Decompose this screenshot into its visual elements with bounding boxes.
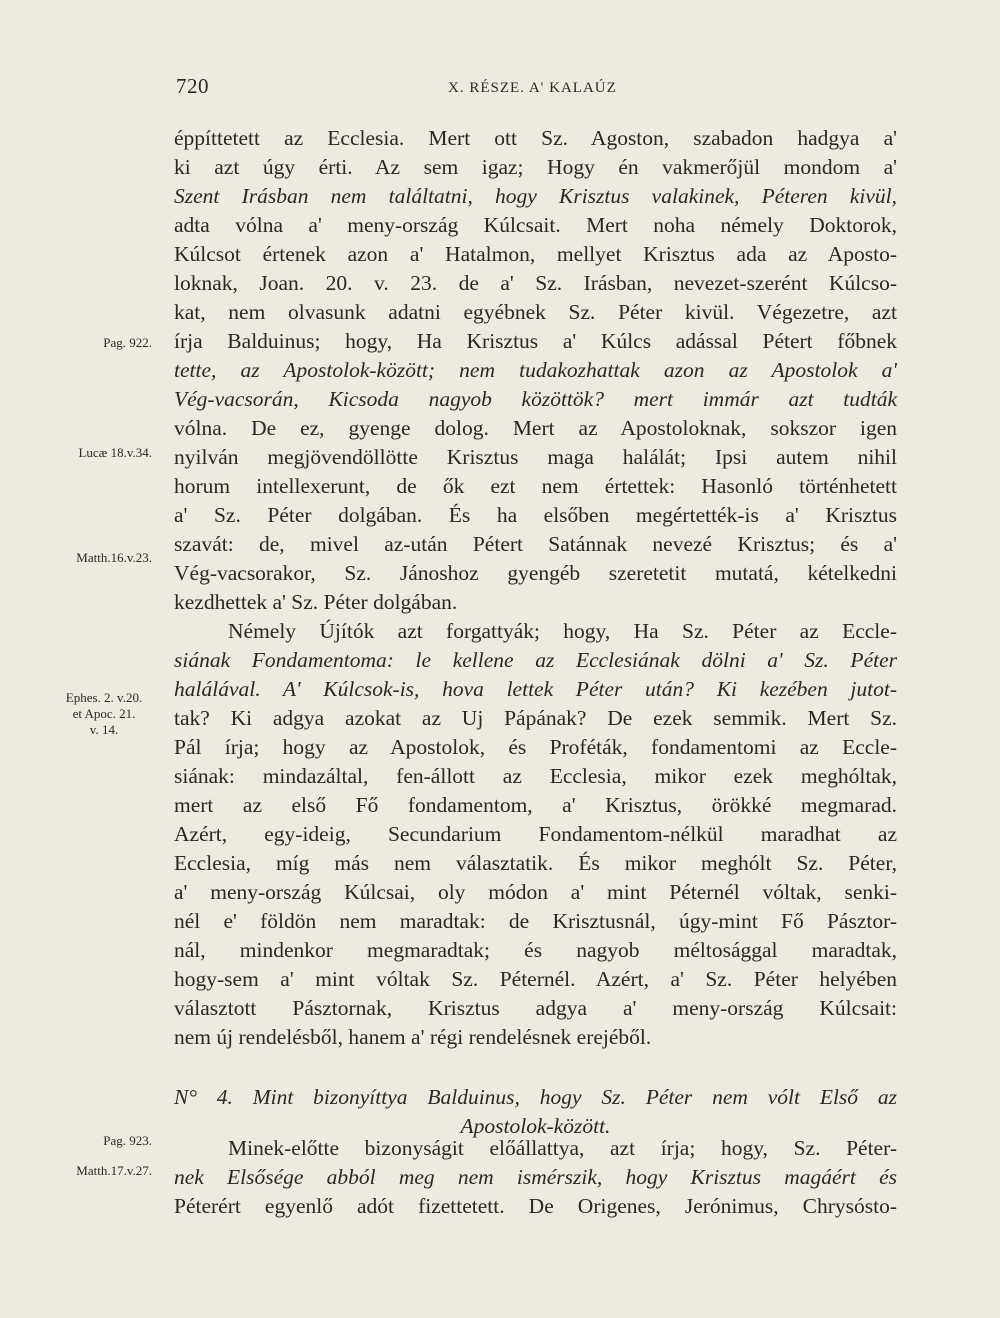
text-line: nek Elsősége abból meg nem ismérszik, hogy Krisztus magáért és (174, 1165, 897, 1189)
margin-note-line: et Apoc. 21. (72, 706, 136, 721)
text-line: kat, nem olvasunk adatni egyébnek Sz. Péter kivül. Végezetre, azt (174, 300, 897, 324)
text-line: nél e' földön nem maradtak: de Krisztusnál, úgy-mint Fő Pásztor- (174, 909, 897, 933)
text-line: Ecclesia, míg más nem választatik. És mikor meghólt Sz. Péter, (174, 851, 897, 875)
text-line: vólna. De ez, gyenge dolog. Mert az Apostoloknak, sokszor igen (174, 416, 897, 440)
text-line: adta vólna a' meny-ország Kúlcsait. Mert noha némely Doktorok, (174, 213, 897, 237)
text-line: Vég-vacsorakor, Sz. Jánoshoz gyengéb szeretetit mutatá, kételkedni (174, 561, 897, 585)
margin-note: Pag. 923. (103, 1133, 152, 1148)
text-line: éppíttetett az Ecclesia. Mert ott Sz. Agoston, szabadon hadgya a' (174, 126, 897, 150)
text-line: a' Sz. Péter dolgában. És ha elsőben megértették-is a' Krisztus (174, 503, 897, 527)
margin-note: Matth.16.v.23. (76, 550, 152, 565)
text-line: kezdhettek a' Sz. Péter dolgában. (174, 590, 458, 614)
text-line: horum intellexerunt, de ők ezt nem értettek: Hasonló történhetett (174, 474, 897, 498)
text-line: szavát: de, mivel az-után Pétert Satánnak nevezé Krisztus; és a' (174, 532, 897, 556)
text-line: Pál írja; hogy az Apostolok, és Proféták, fondamentomi az Eccle- (174, 735, 897, 759)
text-line: ki azt úgy érti. Az sem igaz; Hogy én vakmerőjül mondom a' (174, 155, 897, 179)
margin-note: Matth.17.v.27. (76, 1163, 152, 1178)
text-line: Azért, egy-ideig, Secundarium Fondamentom-nélkül maradhat az (174, 822, 897, 846)
text-line: hogy-sem a' mint vóltak Sz. Péternél. Azért, a' Sz. Péter helyében (174, 967, 897, 991)
margin-note-line: Ephes. 2. v.20. (65, 690, 143, 705)
text-line: Péterért egyenlő adót fizettetett. De Origenes, Jerónimus, Chrysósto- (174, 1194, 897, 1218)
margin-note-ephes (44, 690, 164, 738)
text-line: a' meny-ország Kúlcsai, oly módon a' mint Péternél vóltak, senki- (174, 880, 897, 904)
text-line: Minek-előtte bizonyságit előállattya, azt írja; hogy, Sz. Péter- (228, 1136, 897, 1160)
running-title: X. RÉSZE. A' KALAÚZ (448, 80, 617, 96)
text-line: választott Pásztornak, Krisztus adgya a' meny-ország Kúlcsait: (174, 996, 897, 1020)
text-line: nál, mindenkor megmaradtak; és nagyob méltosággal maradtak, (174, 938, 897, 962)
section-heading-line: N° 4. Mint bizonyíttya Balduinus, hogy Sz. Péter nem vólt Első az (174, 1085, 897, 1109)
margin-note: Pag. 922. (103, 335, 152, 350)
text-line: Kúlcsot értenek azon a' Hatalmon, mellyet Krisztus ada az Aposto- (174, 242, 897, 266)
text-line: nem új rendelésből, hanem a' régi rendelésnek erejéből. (174, 1025, 652, 1049)
text-line: loknak, Joan. 20. v. 23. de a' Sz. Irásban, nevezet-szerént Kúlcso- (174, 271, 897, 295)
page-number: 720 (176, 74, 209, 98)
margin-note-line: v. 14. (89, 722, 119, 737)
text-line: Szent Irásban nem találtatni, hogy Krisztus valakinek, Péteren kivül, (174, 184, 897, 208)
text-line: tette, az Apostolok-között; nem tudakozhattak azon az Apostolok a' (174, 358, 897, 382)
text-line: Némely Újítók azt forgattyák; hogy, Ha Sz. Péter az Eccle- (228, 619, 897, 643)
text-line: tak? Ki adgya azokat az Uj Pápának? De ezek semmik. Mert Sz. (174, 706, 897, 730)
text-line: Vég-vacsorán, Kicsoda nagyob közöttök? mert immár azt tudták (174, 387, 897, 411)
text-line: siának Fondamentoma: le kellene az Ecclesiának dölni a' Sz. Péter (174, 648, 897, 672)
section-heading-line: Apostolok-között. (460, 1114, 611, 1138)
text-line: halálával. A' Kúlcsok-is, hova lettek Péter után? Ki kezében jutot- (174, 677, 897, 701)
text-line: mert az első Fő fondamentom, a' Krisztus, örökké megmarad. (174, 793, 897, 817)
margin-note: Lucæ 18.v.34. (78, 445, 152, 460)
text-line: írja Balduinus; hogy, Ha Krisztus a' Kúlcs adással Pétert főbnek (174, 329, 897, 353)
text-line: siának: mindazáltal, fen-állott az Ecclesia, mikor ezek meghóltak, (174, 764, 897, 788)
text-line: nyilván megjövendöllötte Krisztus maga halálát; Ipsi autem nihil (174, 445, 897, 469)
